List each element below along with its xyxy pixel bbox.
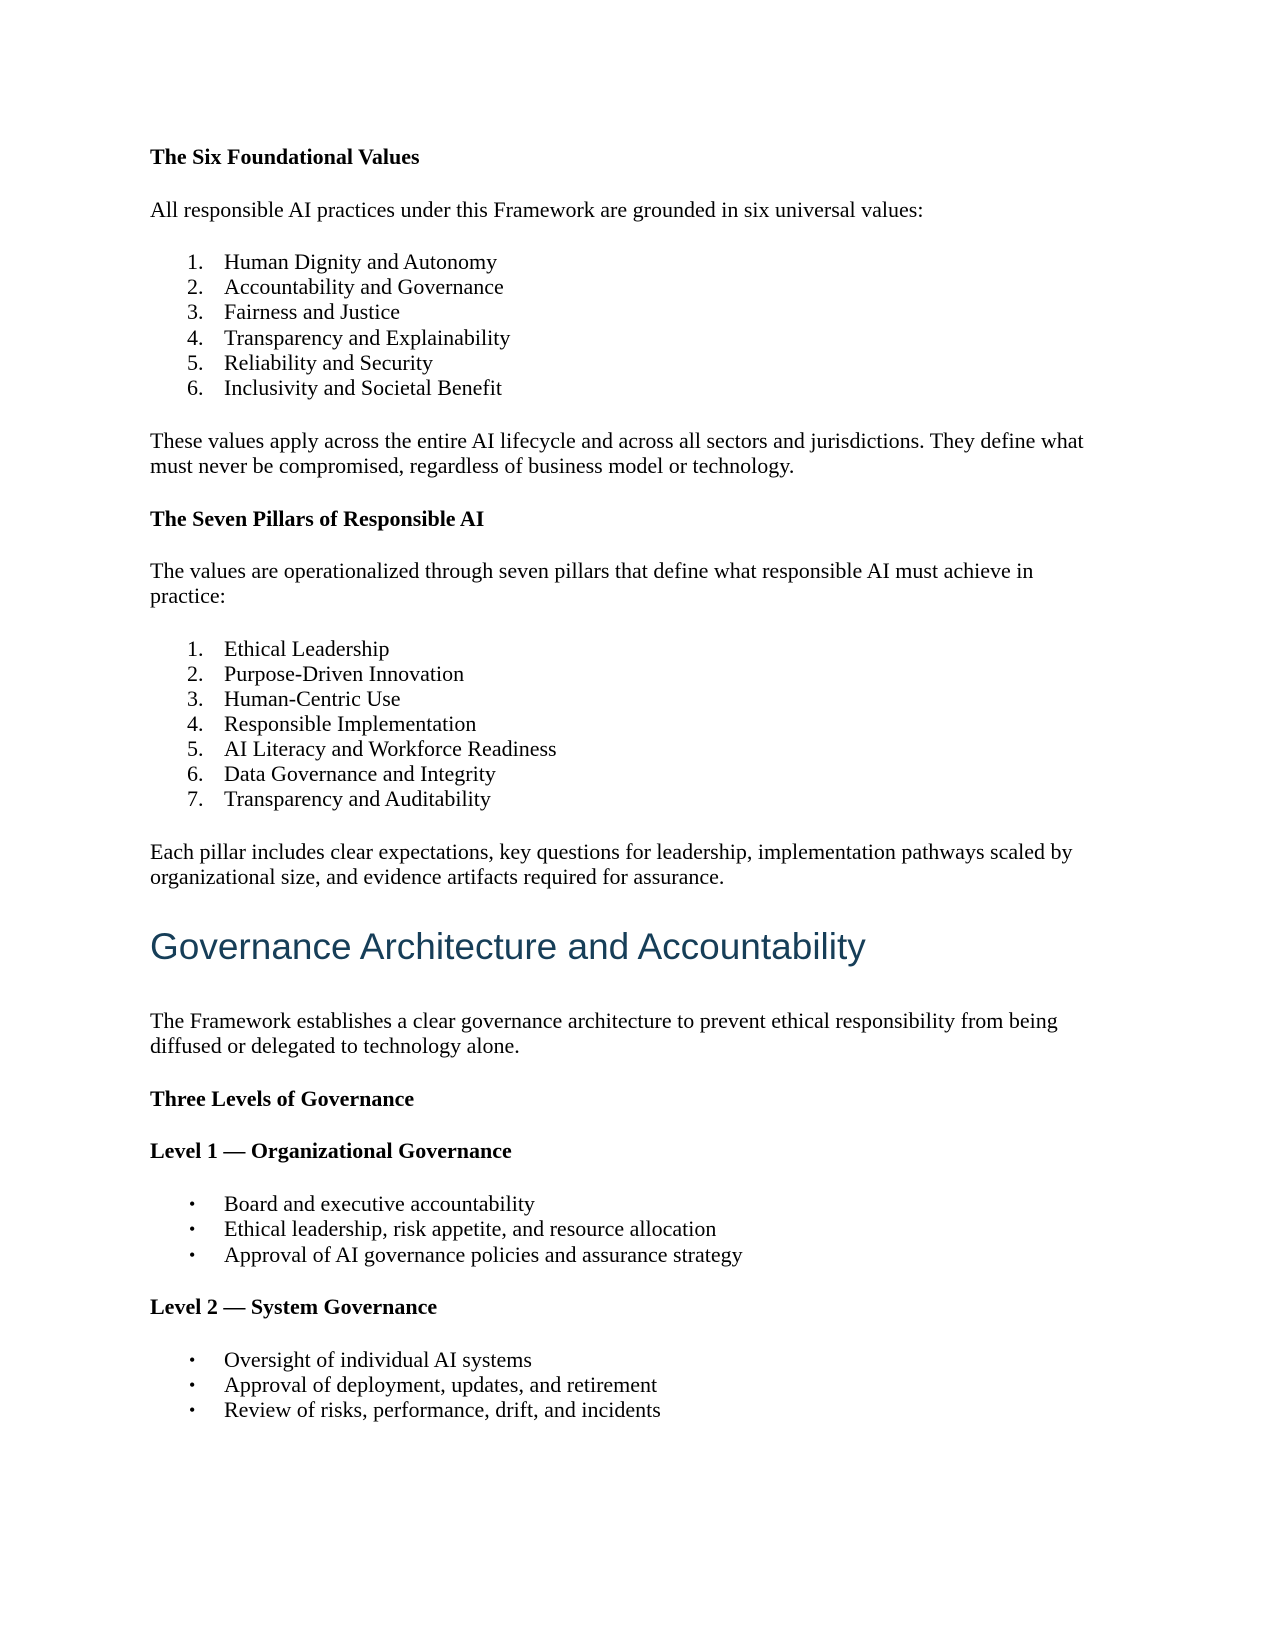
level1-heading: Level 1 — Organizational Governance <box>150 1138 512 1163</box>
bullet-icon: • <box>189 1400 196 1420</box>
bullet-icon: • <box>189 1245 196 1265</box>
bullet-icon: • <box>189 1194 196 1214</box>
subheading-three-levels: Three Levels of Governance <box>150 1086 415 1111</box>
values-outro-line2: must never be compromised, regardless of business model or technology. <box>150 453 795 478</box>
values-outro-line1: These values apply across the entire AI lifecycle and across all sectors and jurisdictions. They define what <box>150 428 1084 453</box>
section-title-governance: Governance Architecture and Accountability <box>150 926 866 967</box>
values-intro: All responsible AI practices under this Framework are grounded in six universal values: <box>150 197 924 222</box>
pillars-intro-line2: practice: <box>150 583 226 608</box>
governance-intro-line1: The Framework establishes a clear governance architecture to prevent ethical responsibility from being <box>150 1008 1058 1033</box>
bullet-icon: • <box>189 1350 196 1370</box>
bullet-icon: • <box>189 1219 196 1239</box>
section-heading-pillars: The Seven Pillars of Responsible AI <box>150 506 485 531</box>
bullet-icon: • <box>189 1375 196 1395</box>
pillars-intro-line1: The values are operationalized through seven pillars that define what responsible AI must achieve in <box>150 558 1034 583</box>
pillars-outro-line2: organizational size, and evidence artifacts required for assurance. <box>150 864 725 889</box>
governance-intro-line2: diffused or delegated to technology alone. <box>150 1033 520 1058</box>
level2-heading: Level 2 — System Governance <box>150 1294 438 1319</box>
section-heading-values: The Six Foundational Values <box>150 144 420 169</box>
pillars-outro-line1: Each pillar includes clear expectations, key questions for leadership, implementation pathways scaled by <box>150 839 1073 864</box>
